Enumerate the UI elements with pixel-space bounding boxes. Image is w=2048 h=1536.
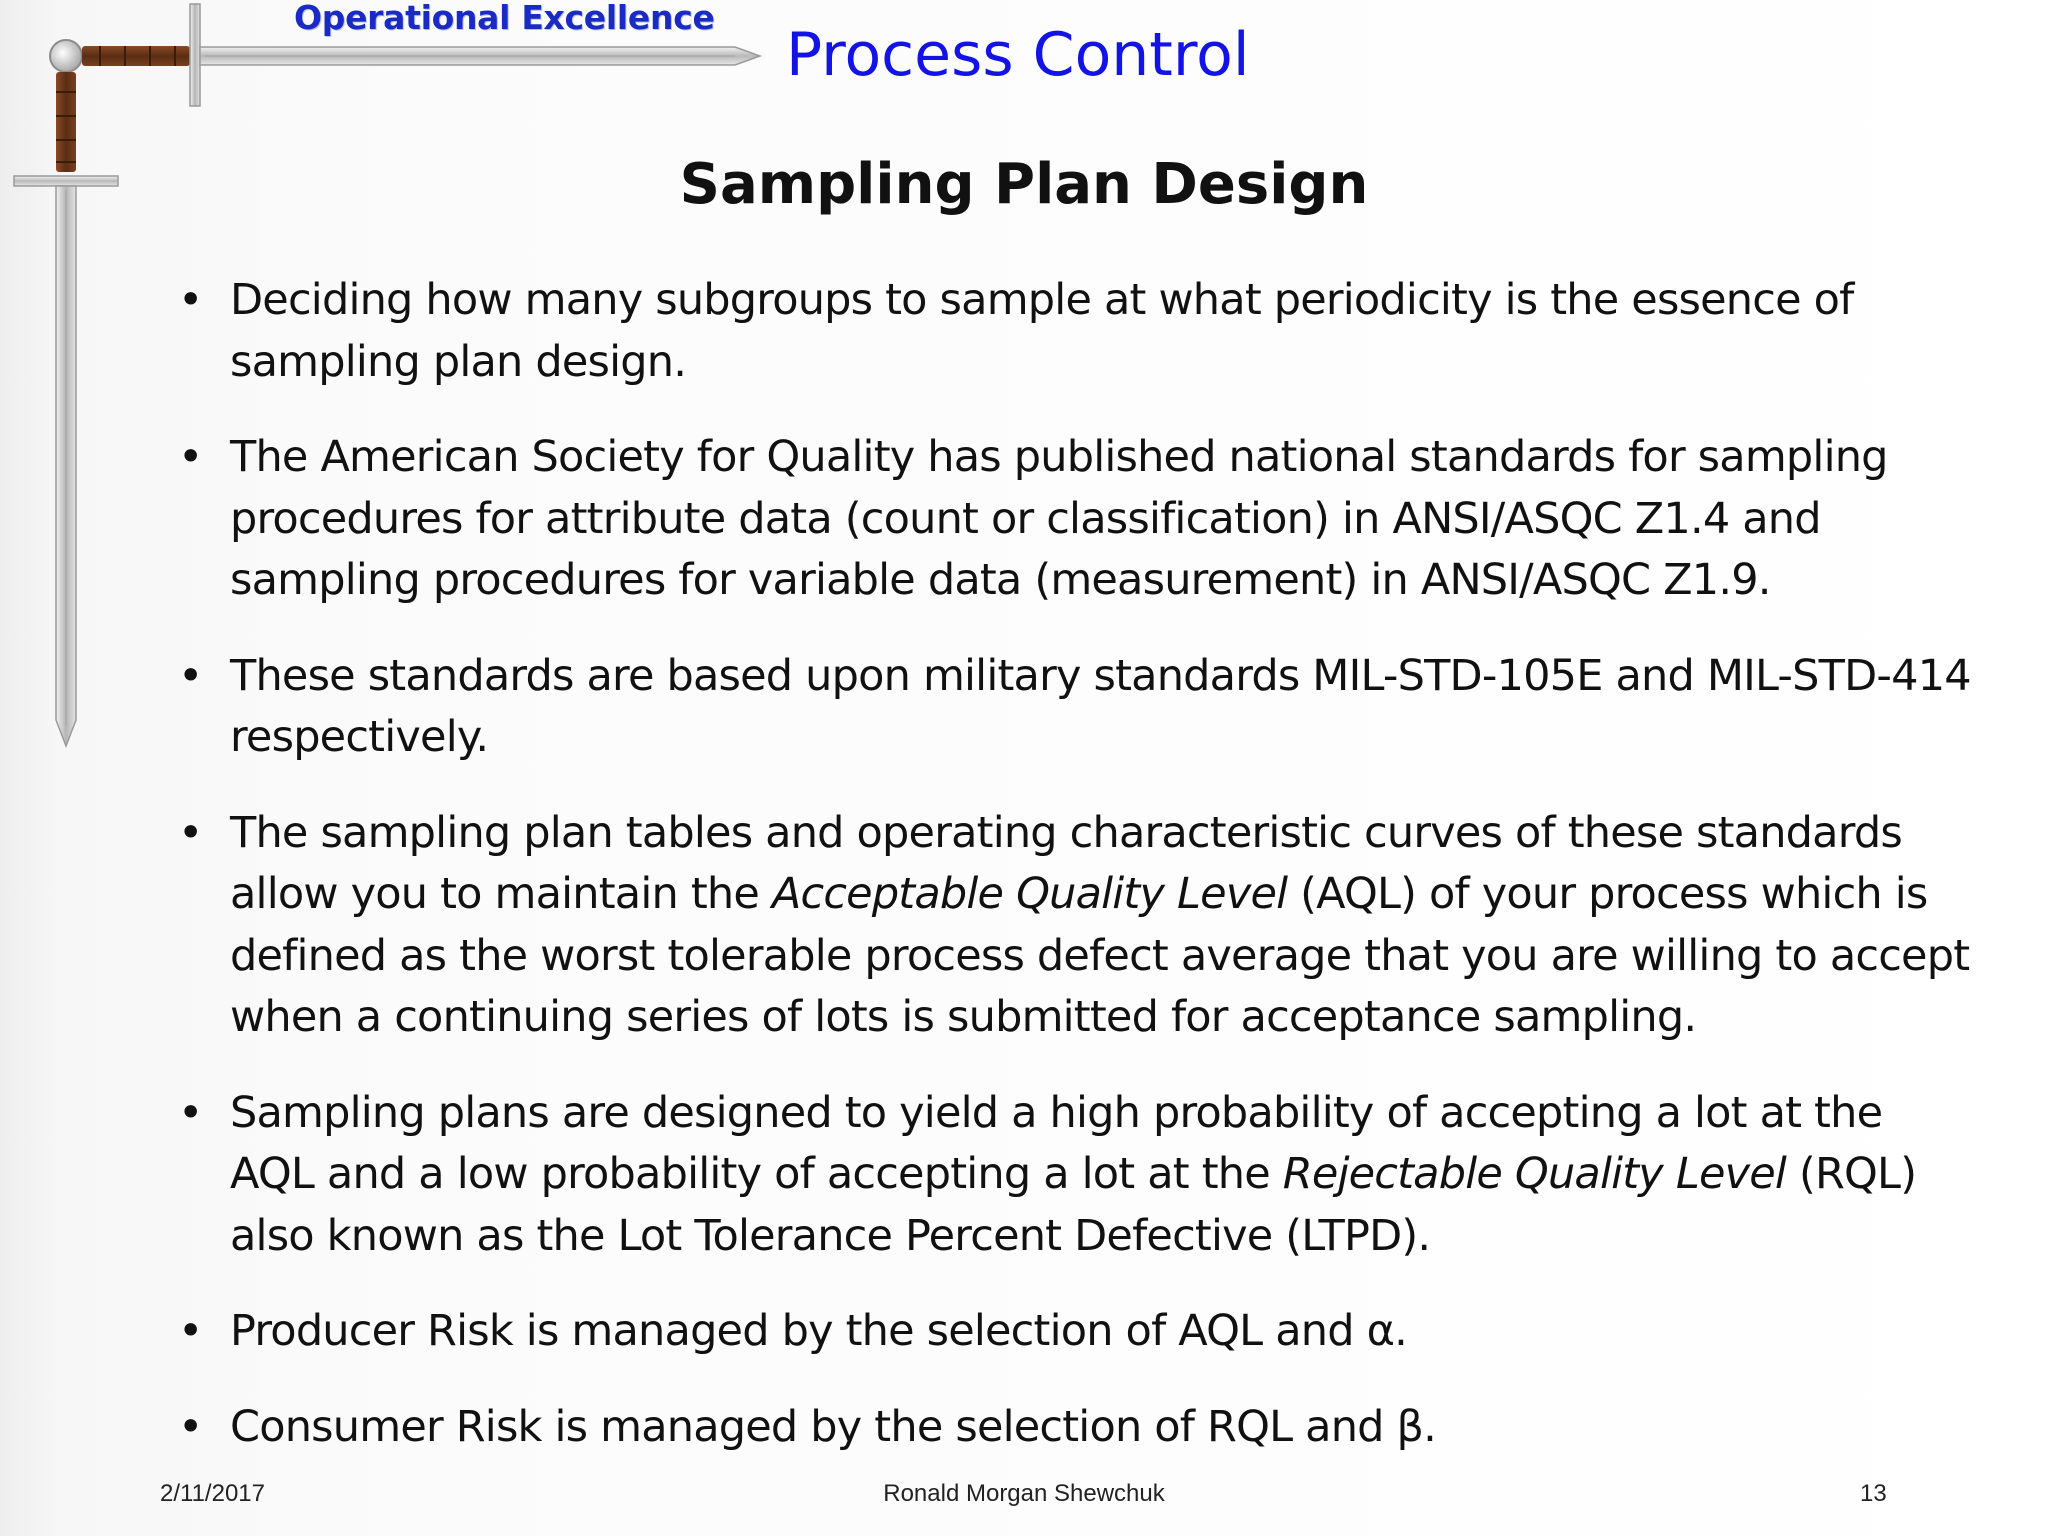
bullet-item [178,1397,1978,1459]
footer-date: 2/11/2017 [160,1480,265,1507]
bullet-text: The sampling plan tables and operating characteristic curves of these standards allow you to maintain the [230,807,1902,919]
bullet-text: Producer Risk is managed by the selection of AQL and α. [230,1306,1407,1356]
slide-title: Sampling Plan Design [679,152,1369,217]
bullet-dot: • [178,807,203,858]
bullet-text: These standards are based upon military standards MIL-STD-105E and MIL-STD-414 respectively. [230,650,1971,762]
bullet-emphasis: Acceptable Quality Level [771,869,1288,919]
bullet-dot: • [178,432,203,482]
bullet-dot: • [178,650,203,701]
bullet-text: The American Society for Quality has published national standards for sampling procedures for attribute data (count or classification) in ANSI/ASQC Z1.4 and sampling procedures for variable data (measurement) in ANSI/ASQC Z1.9. [230,432,1888,605]
bullet-text: Consumer Risk is managed by the selection of RQL and β. [230,1401,1437,1452]
bullet-item [178,270,1978,393]
bullet-emphasis: Rejectable Quality Level [1282,1149,1787,1199]
brand-title: Operational Excellence [294,0,715,37]
bullet-dot: • [178,1087,203,1138]
bullet-item [178,1083,1978,1268]
bullet-dot: • [178,275,203,325]
bullet-dot: • [178,1401,203,1452]
bullet-item [178,1301,1978,1363]
section-title: Process Control [786,20,1250,90]
page-number: 13 [1860,1480,1887,1507]
bullet-item [178,803,1978,1049]
footer-author: Ronald Morgan Shewchuk [883,1480,1165,1507]
bullet-text: Deciding how many subgroups to sample at what periodicity is the essence of sampling plan design. [230,275,1854,387]
bullet-text: Sampling plans are designed to yield a high probability of accepting a lot at the AQL and a low probability of accepting a lot at the [230,1087,1883,1199]
bullet-item [178,646,1978,769]
bullet-text: (AQL) of your process which is defined as the worst tolerable process defect average that you are willing to accept when a continuing series of lots is submitted for acceptance sampling. [230,869,1970,1042]
bullet-text: (RQL) also known as the Lot Tolerance Percent Defective (LTPD). [230,1149,1917,1261]
bullet-list [178,270,1978,1492]
bullet-dot: • [178,1306,203,1356]
bullet-item [178,427,1978,612]
